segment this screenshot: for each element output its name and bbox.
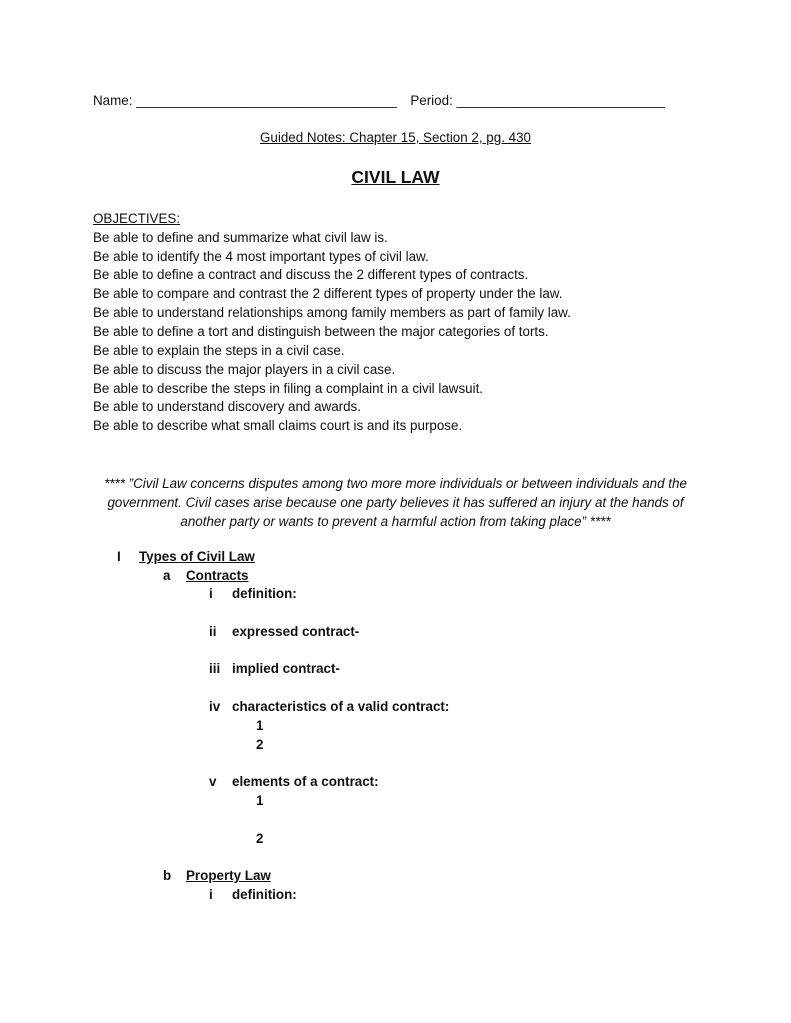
period-label: Period: (410, 93, 453, 108)
outline-subnum: 2 (256, 737, 264, 752)
outline-num: i (209, 586, 213, 601)
outline-item-property-definition: definition: (232, 887, 297, 902)
objective-item: Be able to define a tort and distinguish between the major categories of torts. (93, 324, 549, 339)
page-title: CIVIL LAW (351, 167, 440, 187)
outline-item-implied-contract: implied contract- (232, 661, 340, 676)
outline-heading-property-law: Property Law (186, 868, 271, 883)
outline-num: v (209, 774, 217, 789)
objectives-heading-colon: : (176, 211, 181, 226)
objective-item: Be able to explain the steps in a civil case. (93, 343, 345, 358)
outline-num-b: b (163, 868, 172, 883)
outline-heading-types-of-civil-law: Types of Civil Law (139, 549, 255, 564)
name-blank: ___________________________________ (136, 93, 397, 108)
objective-item: Be able to discuss the major players in a civil case. (93, 362, 396, 377)
outline-num-a: a (163, 568, 171, 583)
outline-subnum: 1 (256, 793, 264, 808)
outline-heading-contracts: Contracts (186, 568, 249, 583)
outline-item-contract-definition: definition: (232, 586, 297, 601)
name-label: Name: (93, 93, 133, 108)
outline-num: i (209, 887, 213, 902)
guided-notes-heading: Guided Notes: Chapter 15, Section 2, pg. 430 (260, 130, 531, 145)
outline-item-contract-elements: elements of a contract: (232, 774, 379, 789)
objectives-heading (93, 212, 180, 225)
objective-item: Be able to define and summarize what civil law is. (93, 230, 388, 245)
name-period-line (93, 94, 665, 107)
objective-item: Be able to identify the 4 most important types of civil law. (93, 249, 429, 264)
objectives-heading-text: OBJECTIVES (93, 211, 177, 226)
objective-item: Be able to define a contract and discuss the 2 different types of contracts. (93, 267, 529, 282)
outline-item-valid-contract-characteristics: characteristics of a valid contract: (232, 699, 450, 714)
outline-item-expressed-contract: expressed contract- (232, 624, 360, 639)
objective-item: Be able to describe the steps in filing a complaint in a civil lawsuit. (93, 381, 484, 396)
outline-subnum: 2 (256, 831, 264, 846)
objective-item: Be able to understand discovery and awards. (93, 399, 361, 414)
period-blank: ____________________________ (456, 93, 666, 108)
objective-item: Be able to compare and contrast the 2 different types of property under the law. (93, 286, 563, 301)
outline-num: ii (209, 624, 217, 639)
outline-num: iii (209, 661, 221, 676)
objective-item: Be able to understand relationships among family members as part of family law. (93, 305, 571, 320)
outline-subnum: 1 (256, 718, 264, 733)
outline-num: iv (209, 699, 221, 714)
outline-num-I: I (117, 549, 121, 564)
civil-law-quote: **** ”Civil Law concerns disputes among two more more individuals or between individuals and the government. Civil cases arise because one party believes it has suffered an injury at the hands of another party or wants to prevent a harmful action from taking place” **** (104, 476, 687, 529)
objective-item: Be able to describe what small claims court is and its purpose. (93, 418, 463, 433)
